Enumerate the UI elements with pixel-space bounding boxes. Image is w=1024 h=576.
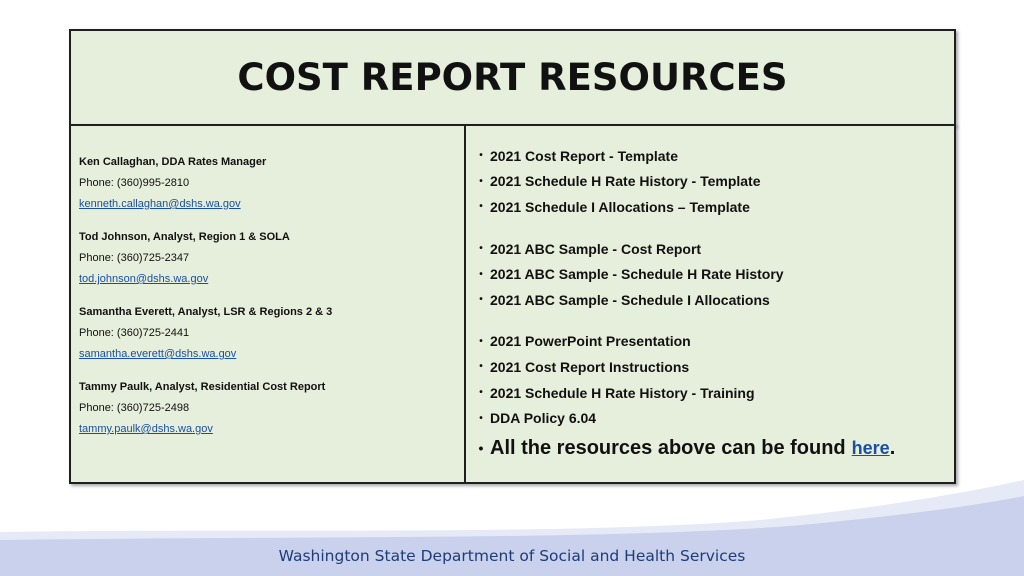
resource-label: 2021 Cost Report - Template — [490, 147, 679, 164]
contact-card — [79, 155, 464, 211]
resource-item[interactable] — [472, 354, 954, 380]
resource-label: 2021 Schedule H Rate History - Training — [490, 384, 755, 401]
bullet-icon: • — [479, 175, 483, 187]
contacts-column — [71, 126, 466, 482]
resource-item[interactable] — [472, 261, 954, 287]
bullet-icon: • — [479, 387, 483, 399]
bullet-icon: • — [479, 268, 483, 280]
contact-card — [79, 230, 464, 286]
resource-label: 2021 PowerPoint Presentation — [490, 333, 691, 350]
bullet-icon: • — [479, 412, 483, 424]
contact-name: Tammy Paulk, Analyst, Residential Cost Report — [79, 381, 326, 393]
resource-label: 2021 ABC Sample - Schedule H Rate History — [490, 266, 784, 283]
resources-note-text: All the resources above can be found — [490, 436, 846, 459]
resource-item[interactable] — [472, 287, 954, 313]
resource-label: 2021 Schedule I Allocations – Template — [490, 198, 750, 215]
contact-email-link[interactable]: tod.johnson@dshs.wa.gov — [79, 273, 209, 285]
contact-phone: Phone: (360)725-2347 — [79, 252, 190, 264]
bullet-icon: • — [479, 294, 483, 306]
resource-label: 2021 ABC Sample - Schedule I Allocations — [490, 291, 770, 308]
resource-group-samples — [472, 236, 954, 313]
contact-phone: Phone: (360)725-2498 — [79, 402, 190, 414]
page-title: COST REPORT RESOURCES — [237, 56, 788, 99]
bullet-icon: • — [479, 150, 483, 162]
resource-item[interactable] — [472, 169, 954, 195]
contact-card — [79, 305, 464, 361]
bullet-icon: • — [479, 335, 483, 347]
resources-table — [69, 124, 956, 484]
resource-item[interactable] — [472, 380, 954, 406]
contact-email-link[interactable]: tammy.paulk@dshs.wa.gov — [79, 423, 213, 435]
footer-org-name: Washington State Department of Social and Health Services — [278, 547, 746, 565]
contact-phone: Phone: (360)725-2441 — [79, 327, 190, 339]
resource-item[interactable] — [472, 143, 954, 169]
resource-label: DDA Policy 6.04 — [490, 410, 597, 427]
resource-item[interactable] — [472, 405, 954, 431]
contact-name: Ken Callaghan, DDA Rates Manager — [79, 156, 267, 168]
resource-item[interactable] — [472, 329, 954, 355]
resources-column — [466, 126, 954, 482]
resource-item[interactable] — [472, 194, 954, 220]
bullet-icon: • — [479, 201, 483, 213]
contact-name: Samantha Everett, Analyst, LSR & Regions 2 & 3 — [79, 306, 333, 318]
here-link[interactable]: here — [851, 437, 890, 458]
resources-note-period: . — [889, 436, 896, 459]
contact-card — [79, 380, 464, 436]
resource-item[interactable] — [472, 236, 954, 262]
bullet-icon: • — [478, 440, 484, 457]
resources-note — [472, 437, 954, 460]
resource-label: 2021 ABC Sample - Cost Report — [490, 240, 702, 257]
resource-group-templates — [472, 143, 954, 220]
title-banner — [69, 29, 956, 126]
contact-email-link[interactable]: kenneth.callaghan@dshs.wa.gov — [79, 198, 241, 210]
contact-name: Tod Johnson, Analyst, Region 1 & SOLA — [79, 231, 290, 243]
contact-phone: Phone: (360)995-2810 — [79, 177, 190, 189]
contact-email-link[interactable]: samantha.everett@dshs.wa.gov — [79, 348, 237, 360]
bullet-icon: • — [479, 361, 483, 373]
resource-label: 2021 Schedule H Rate History - Template — [490, 173, 761, 190]
resource-group-training — [472, 329, 954, 431]
resource-label: 2021 Cost Report Instructions — [490, 358, 690, 375]
bullet-icon: • — [479, 243, 483, 255]
